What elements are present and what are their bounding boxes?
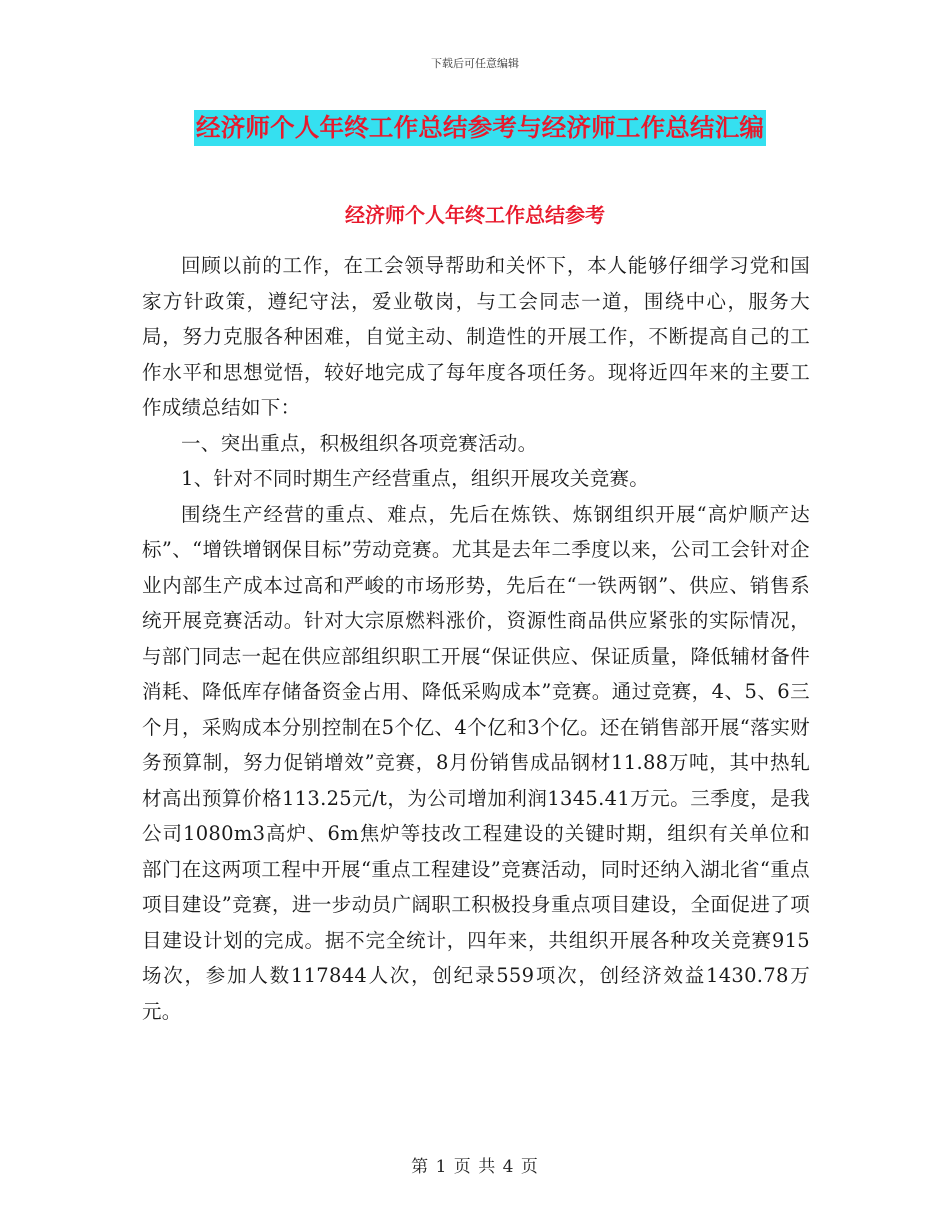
paragraph: 1、针对不同时期生产经营重点，组织开展攻关竞赛。 — [181, 467, 650, 490]
page-number-footer: 第 1 页 共 4 页 — [411, 1157, 539, 1177]
paragraph: 一、突出重点，积极组织各项竞赛活动。 — [181, 431, 538, 455]
sub-title: 经济师个人年终工作总结参考 — [345, 203, 605, 227]
paragraph: 围绕生产经营的重点、难点，先后在炼铁、炼钢组织开展“高炉顺产达标”、“增铁增钢保目标”劳动竞赛。尤其是去年二季度以来，公司工会针对企业内部生产成本过高和严峻的市场形势，先后在“一铁两钢”、供应、销售系统开展竞赛活动。针对大宗原燃料涨价，资源性商品供应紧张的实际情况，与部门同志一起在供应部组织职工开展“保证供应、保证质量，降低辅材备件消耗、降低库存储备资金占用、降低采购成本”竞赛。通过竞赛，4、5、6三个月，采购成本分别控制在5个亿、4个亿和3个亿。还在销售部开展“落实财务预算制，努力促销增效”竞赛，8月份销售成品钢材11.88万吨，其中热轧材高出预算价格113.25元/t，为公司增加利润1345.41万元。三季度，是我公司1080m3高炉、6m焦炉等技改工程建设的关键时期，组织有关单位和部门在这两项工程中开展“重点工程建设”竞赛活动，同时还纳入湖北省“重点项目建设”竞赛，进一步动员广阔职工积极投身重点项目建设，全面促进了项目建设计划的完成。据不完全统计，四年来，共组织开展各种攻关竞赛915场次，参加人数117844人次，创纪录559项次，创经济效益1430.78万元。 — [142, 502, 810, 1023]
main-title: 经济师个人年终工作总结参考与经济师工作总结汇编 — [194, 110, 766, 146]
body-text — [142, 248, 810, 1029]
header-note: 下载后可任意编辑 — [431, 57, 519, 70]
paragraph: 回顾以前的工作，在工会领导帮助和关怀下，本人能够仔细学习党和国家方针政策，遵纪守法，爱业敬岗，与工会同志一道，围绕中心，服务大局，努力克服各种困难，自觉主动、制造性的开展工作，不断提高自己的工作水平和思想觉悟，较好地完成了每年度各项任务。现将近四年来的主要工作成绩总结如下： — [142, 254, 810, 419]
